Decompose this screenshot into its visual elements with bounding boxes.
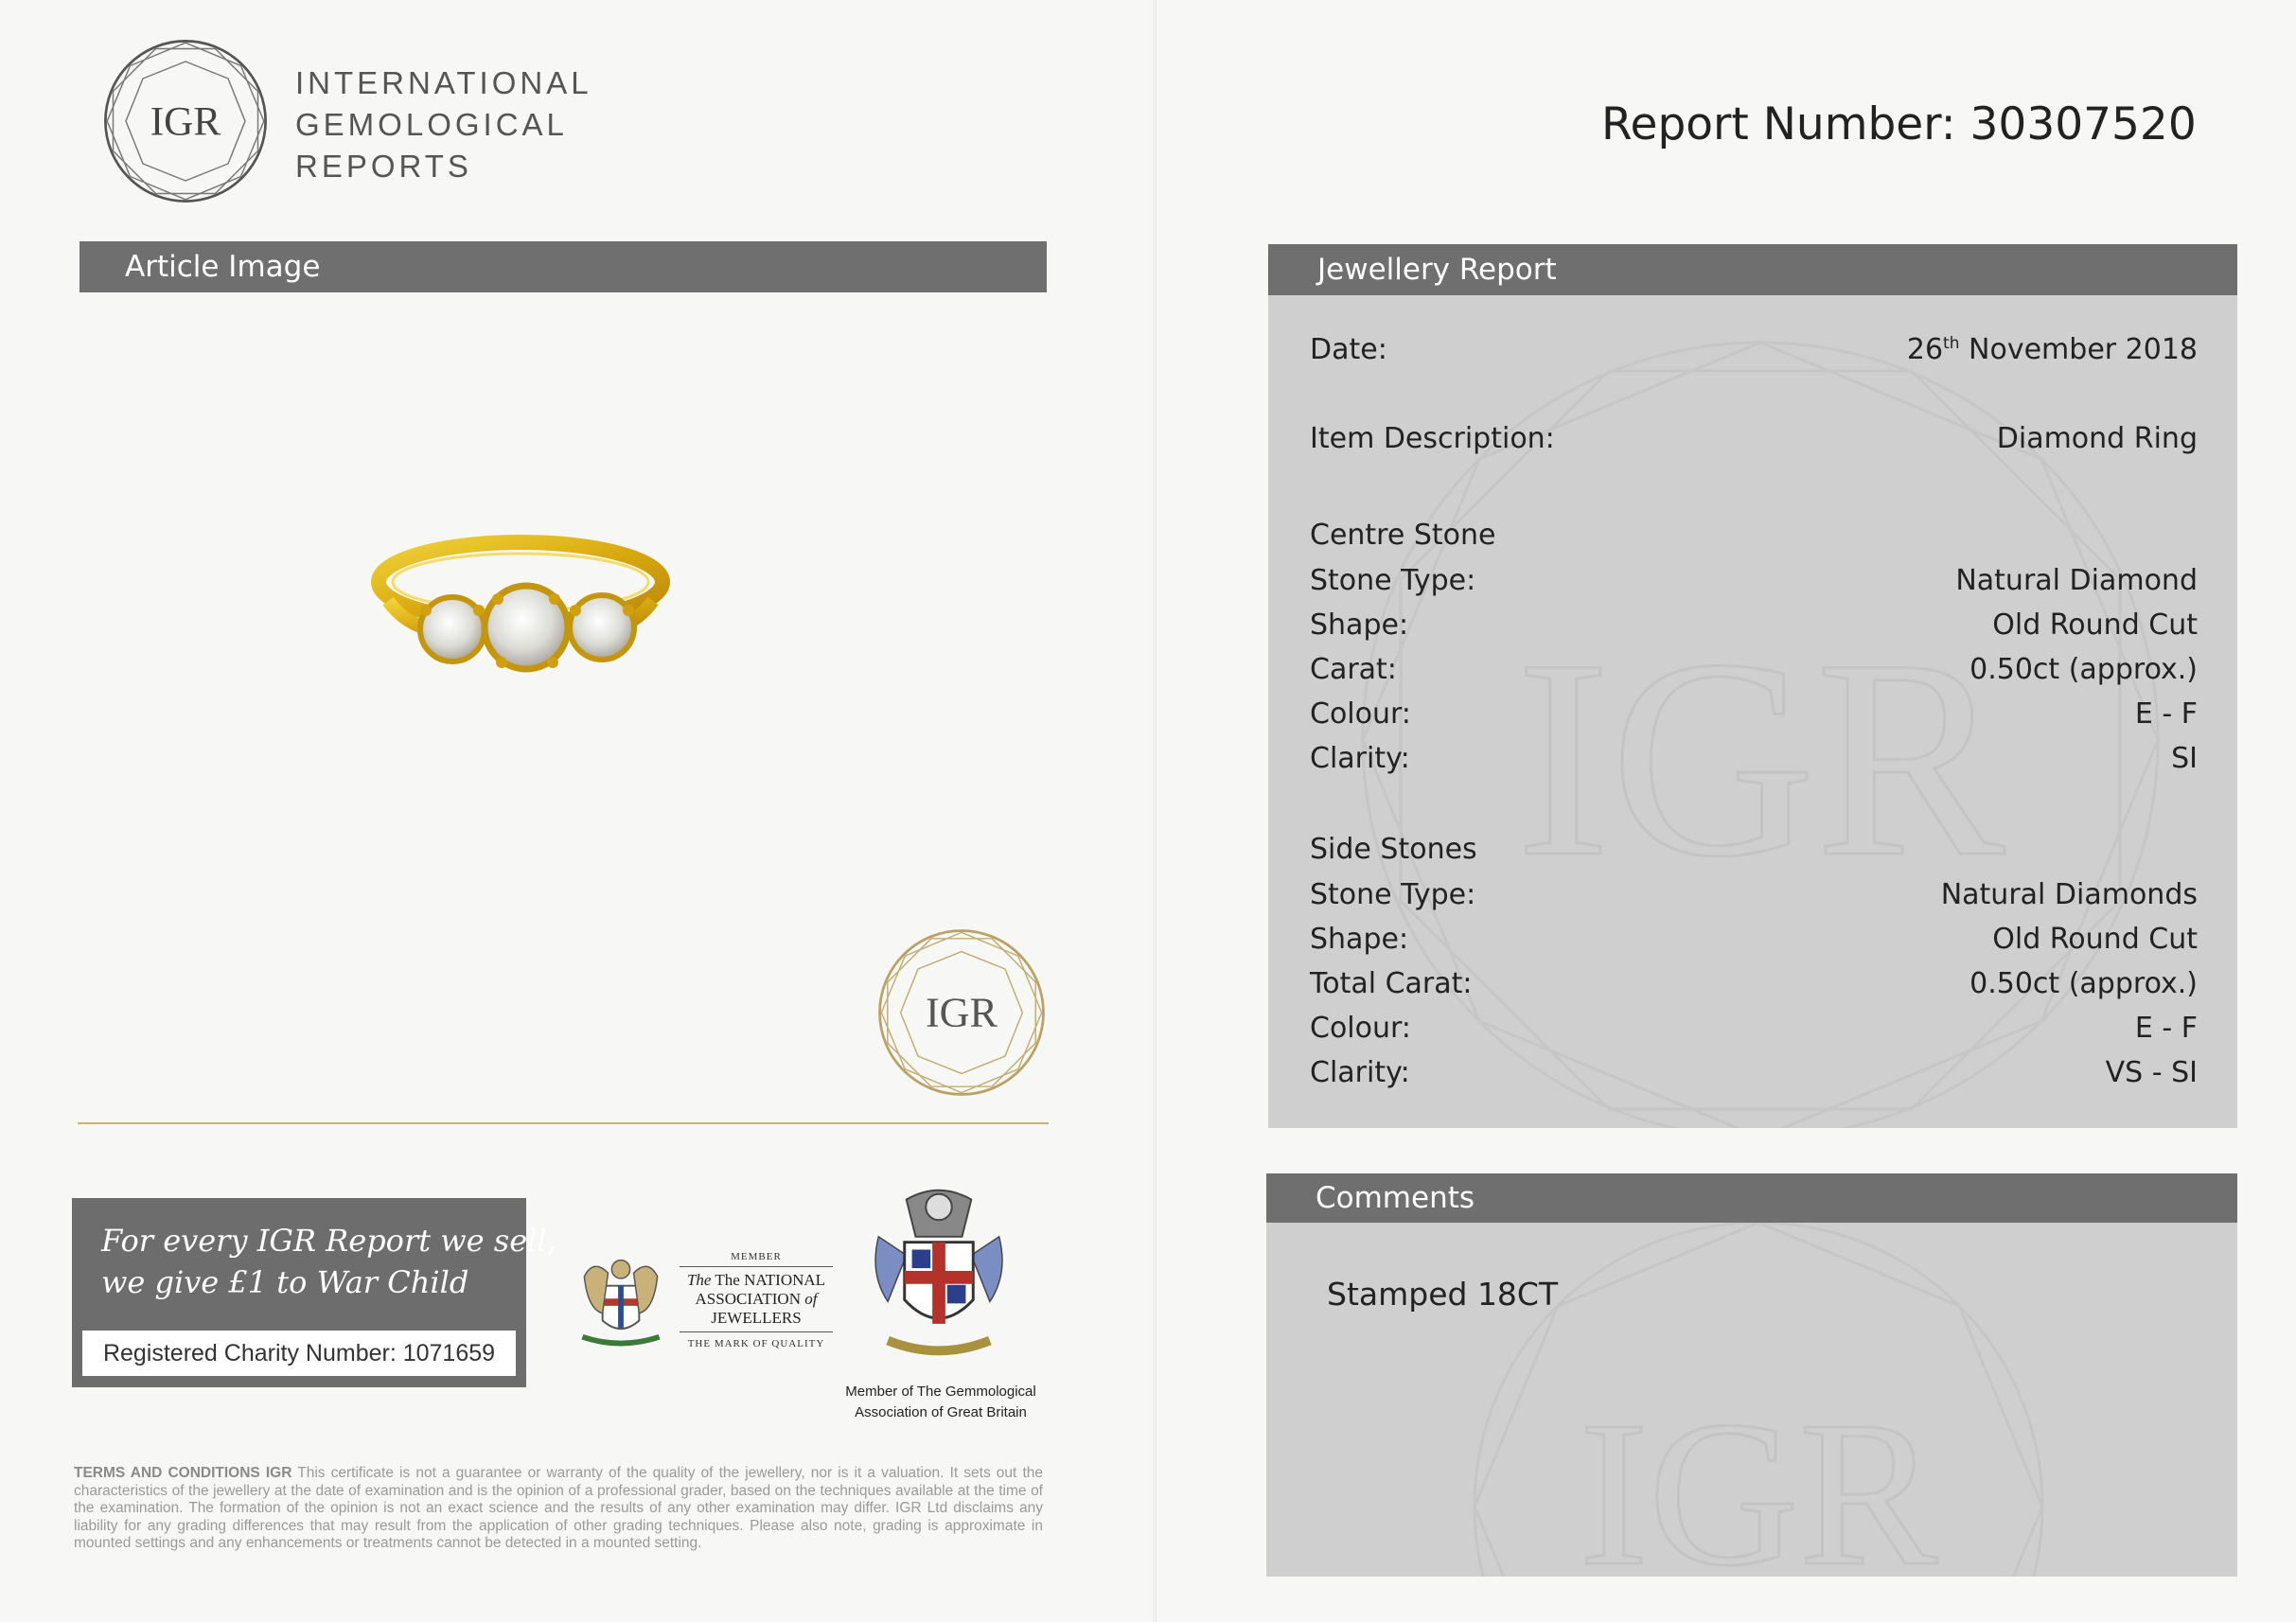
side-stone-row [1310,967,2198,1005]
date-label: Date: [1310,333,1387,366]
gemmological-caption [833,1382,1049,1423]
centre-stone-row [1310,742,2198,780]
side-stone-value: E - F [2134,1012,2198,1045]
side-stone-row [1310,1012,2198,1049]
naj-crest-icon [566,1247,676,1361]
side-stone-value: Natural Diamonds [1940,878,2198,911]
comments-watermark-text: IGR [1579,1378,1938,1577]
report-number-label: Report Number: [1601,98,1956,150]
seal-text: IGR [925,989,998,1036]
date-rest: November 2018 [1969,333,2198,366]
date-row [1310,333,2198,371]
brand-line-2: GEMOLOGICAL [295,107,568,142]
ring-image-icon [360,516,681,696]
centre-stone-label: Clarity: [1310,742,1410,775]
igr-logo-icon [100,36,271,206]
side-stones-heading: Side Stones [1310,833,1477,866]
centre-stone-value: Natural Diamond [1955,564,2198,597]
centre-stone-value: Old Round Cut [1992,608,2198,642]
charity-number: Registered Charity Number: 1071659 [80,1329,518,1378]
centre-stone-value: E - F [2134,697,2198,731]
naj-rule-2 [680,1331,833,1332]
igr-seal-icon [874,926,1049,1100]
naj-name-2b: of [804,1290,818,1308]
date-suffix: th [1943,334,1960,353]
page-fold [1153,0,1157,1622]
gold-divider [78,1122,1049,1124]
centre-stone-value: SI [2171,742,2198,775]
charity-message [101,1220,556,1303]
gemmological-crest-icon [869,1181,1009,1366]
side-stone-label: Clarity: [1310,1056,1410,1089]
comment-text: Stamped 18CT [1327,1276,1559,1313]
gem-caption-1: Member of The Gemmological [845,1384,1036,1400]
terms-and-conditions [74,1465,1043,1553]
terms-body: This certificate is not a guarantee or warranty of the quality of the jewellery, nor is it a valuation. It sets out the characteristics of the jewellery at the date of examination and is the opinion of a professional grader, based on the techniques available at the time of the examination. The formation of the opinion is not an exact science and the results of any other examination may differ. IGR Ltd disclaims any liability for any grading differences that may result from the application of other grading techniques. Please also note, grading is approximate in mounted settings and any enhancements or treatments cannot be detected in a mounted setting. [74,1465,1043,1551]
charity-box [72,1198,556,1387]
item-description-value: Diamond Ring [1996,422,2198,455]
date-day: 26 [1906,333,1944,366]
naj-name-1-text: The NATIONAL [715,1271,826,1289]
jewellery-report-panel [1268,295,2237,1128]
date-value [1907,333,2198,366]
comments-panel [1266,1223,2237,1577]
item-description-label: Item Description: [1310,422,1555,455]
article-image-header: Article Image [79,241,1047,292]
side-stone-value: VS - SI [2105,1056,2198,1089]
side-stone-value: Old Round Cut [1992,923,2198,956]
report-number-value: 30307520 [1969,98,2197,150]
centre-stone-row [1310,564,2198,602]
naj-mark: THE MARK OF QUALITY [687,1338,825,1349]
watermark-text: IGR [1515,601,2005,915]
naj-name-2 [680,1290,833,1309]
naj-name-2a: ASSOCIATION [695,1290,801,1308]
naj-membership [680,1251,833,1349]
centre-stone-row [1310,608,2198,646]
centre-stone-value: 0.50ct (approx.) [1969,653,2198,686]
centre-stone-label: Colour: [1310,697,1411,731]
logo-text: IGR [150,99,221,145]
side-stone-label: Stone Type: [1310,878,1476,911]
centre-stone-label: Carat: [1310,653,1397,686]
comments-header: Comments [1266,1173,2237,1223]
charity-line-1: For every IGR Report we sell, [101,1223,556,1259]
side-stone-row [1310,878,2198,916]
centre-stone-label: Stone Type: [1310,564,1476,597]
report-number [1601,98,2197,150]
item-description-row [1310,422,2198,460]
side-stone-label: Colour: [1310,1012,1411,1045]
terms-heading: TERMS AND CONDITIONS IGR [74,1465,292,1481]
brand-name [295,62,592,187]
naj-member-label: MEMBER [731,1251,782,1262]
side-stone-label: Shape: [1310,923,1409,956]
centre-stone-label: Shape: [1310,608,1409,642]
jewellery-report-header: Jewellery Report [1268,244,2237,295]
naj-name-1: The The NATIONAL [686,1271,826,1289]
gem-caption-2: Association of Great Britain [855,1404,1027,1420]
side-stone-label: Total Carat: [1310,967,1473,1000]
side-stone-row [1310,923,2198,961]
brand-line-3: REPORTS [295,149,472,184]
centre-stone-row [1310,653,2198,691]
centre-stone-row [1310,697,2198,735]
centre-stone-heading: Centre Stone [1310,519,1496,552]
side-stone-value: 0.50ct (approx.) [1969,967,2198,1000]
side-stone-row [1310,1056,2198,1094]
charity-line-2: we give £1 to War Child [101,1264,469,1300]
naj-name-3: JEWELLERS [711,1309,802,1327]
naj-rule [680,1266,833,1267]
brand-line-1: INTERNATIONAL [295,65,592,100]
